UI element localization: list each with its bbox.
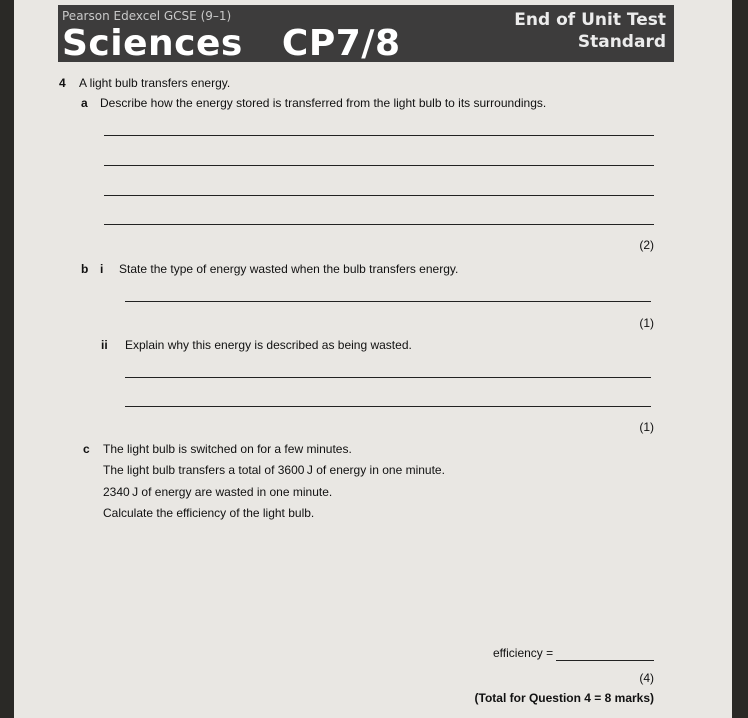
part-b-ii-label: ii [101,338,108,352]
part-b-i-label: i [100,262,104,276]
part-b-label: b [81,262,89,276]
part-a-text: Describe how the energy stored is transferred from the light bulb to its surroundings. [100,96,547,110]
part-a-label: a [81,96,88,110]
header-title: Sciences CP7/8 [62,23,401,64]
answer-line-a-4[interactable] [104,224,654,225]
efficiency-label: efficiency = [493,646,554,660]
answer-line-a-3[interactable] [104,195,654,196]
part-c-line-1: The light bulb is switched on for a few minutes. [103,442,352,456]
page-header [58,5,674,62]
header-tier: Standard [577,32,666,52]
answer-line-b-ii-1[interactable] [125,377,651,378]
part-b-i-text: State the type of energy wasted when the bulb transfers energy. [119,262,459,276]
header-test-name: End of Unit Test [514,10,666,30]
header-subtitle: Pearson Edexcel GCSE (9–1) [62,9,232,23]
answer-line-a-1[interactable] [104,135,654,136]
answer-line-b-i-1[interactable] [125,301,651,302]
answer-line-b-ii-2[interactable] [125,406,651,407]
question-total: (Total for Question 4 = 8 marks) [474,691,654,705]
header-test-info [514,9,666,53]
part-c-marks: (4) [639,671,654,685]
part-a-marks: (2) [639,238,654,252]
part-b-ii-text: Explain why this energy is described as being wasted. [125,338,412,352]
part-c-line-3: 2340 J of energy are wasted in one minute. [103,485,333,499]
part-b-ii-marks: (1) [639,420,654,434]
question-number: 4 [59,76,66,90]
question-intro: A light bulb transfers energy. [79,76,231,90]
part-b-i-marks: (1) [639,316,654,330]
efficiency-answer-line[interactable] [556,660,654,661]
exam-page [14,0,732,718]
part-c-line-2: The light bulb transfers a total of 3600 J of energy in one minute. [103,463,445,477]
part-c-label: c [83,442,90,456]
part-c-line-4: Calculate the efficiency of the light bulb. [103,506,315,520]
answer-line-a-2[interactable] [104,165,654,166]
